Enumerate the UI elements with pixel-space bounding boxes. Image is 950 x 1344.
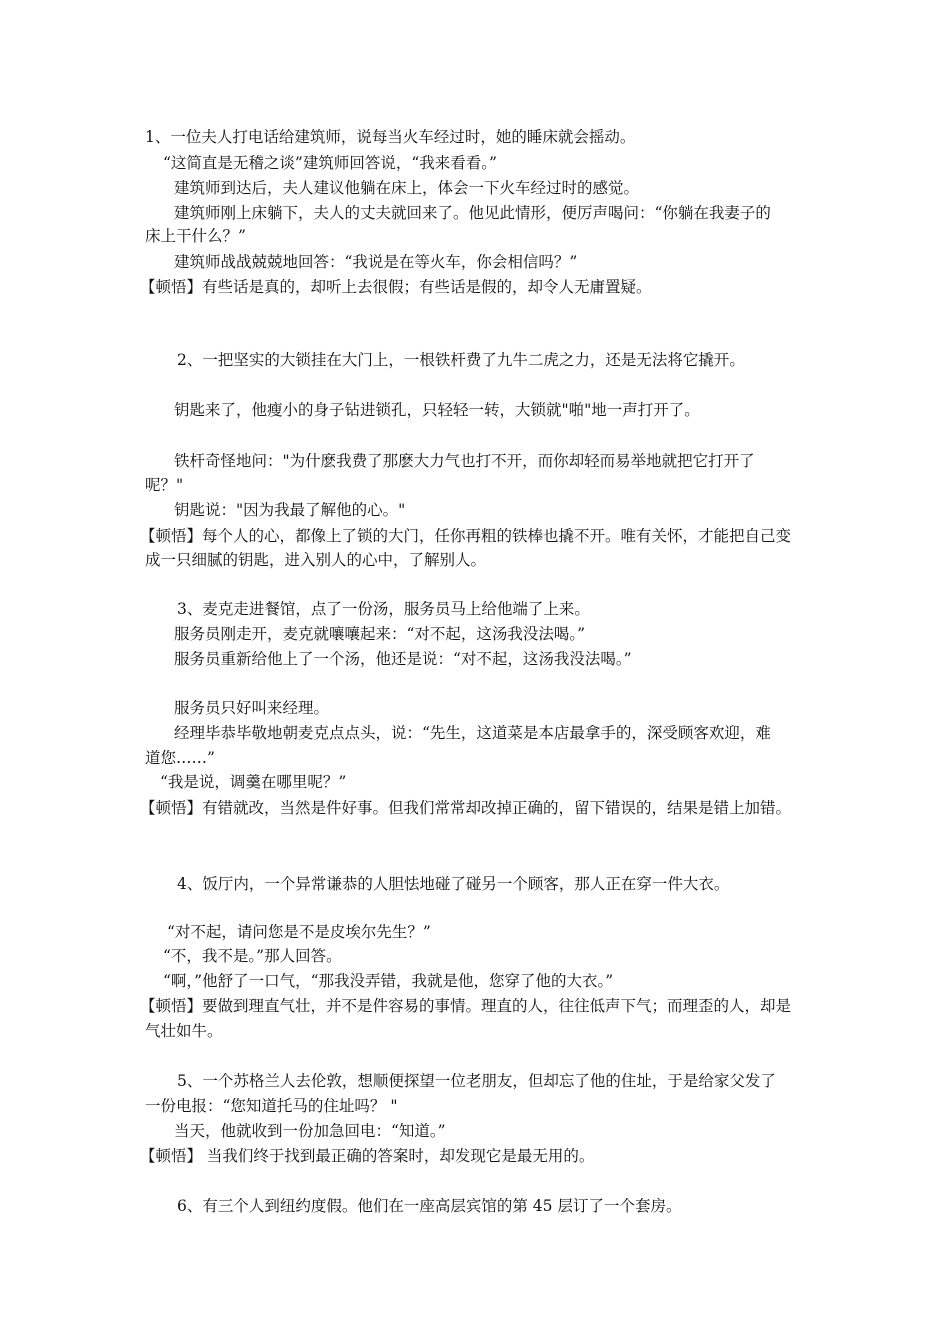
story2-line3a: 铁杆奇怪地问："为什麽我费了那麽大力气也打不开，而你却轻而易举地就把它打开了 (174, 452, 755, 470)
story1-line3: 建筑师到达后，夫人建议他躺在床上，体会一下火车经过时的感觉。 (174, 179, 640, 197)
story1-line5: 建筑师战战兢兢地回答：“我说是在等火车，你会相信吗？” (174, 253, 578, 271)
story3-line4: 服务员只好叫来经理。 (174, 699, 330, 717)
story1-line4a: 建筑师刚上床躺下，夫人的丈夫就回来了。他见此情形，便厉声喝问：“你躺在我妻子的 (174, 204, 771, 222)
story4-line1: 4、饭厅内，一个异常谦恭的人胆怯地碰了碰另一个顾客，那人正在穿一件大衣。 (177, 875, 730, 893)
story3-line5a: 经理毕恭毕敬地朝麦克点点头，说：“先生，这道菜是本店最拿手的，深受顾客欢迎，难 (174, 724, 771, 742)
story3-insight: 【顿悟】有错就改，当然是件好事。但我们常常却改掉正确的，留下错误的，结果是错上加错。 (140, 799, 792, 817)
story4-insight-a: 【顿悟】要做到理直气壮，并不是件容易的事情。理直的人，往往低声下气；而理歪的人，却是 (140, 997, 792, 1015)
story3-line3: 服务员重新给他上了一个汤，他还是说：“对不起，这汤我没法喝。” (174, 650, 632, 668)
story5-line1a: 5、一个苏格兰人去伦敦，想顺便探望一位老朋友，但却忘了他的住址，于是给家父发了 (177, 1072, 776, 1090)
story2-line4: 钥匙说："因为我最了解他的心。" (174, 501, 406, 519)
story1-line2: “这简直是无稽之谈”建筑师回答说，“我来看看。” (163, 154, 497, 172)
story4-line3: “不，我不是。”那人回答。 (163, 947, 342, 965)
story2-insight-a: 【顿悟】每个人的心，都像上了锁的大门，任你再粗的铁棒也撬不开。唯有关怀，才能把自己变 (140, 527, 792, 545)
story4-line2: “对不起，请问您是不是皮埃尔先生？” (167, 923, 431, 941)
story5-insight: 【顿悟】 当我们终于找到最正确的答案时，却发现它是最无用的。 (140, 1147, 595, 1165)
story3-line6: “我是说，调羹在哪里呢？” (160, 773, 347, 791)
story2-insight-b: 成一只细腻的钥匙，进入别人的心中，了解别人。 (145, 551, 487, 569)
story4-line4: “啊，”他舒了一口气，“那我没弄错，我就是他，您穿了他的大衣。” (163, 972, 614, 990)
story5-line2: 当天，他就收到一份加急回电：“知道。” (174, 1122, 446, 1140)
story5-line1b: 一份电报：“您知道托马的住址吗？ " (145, 1097, 398, 1115)
story2-line1: 2、一把坚实的大锁挂在大门上，一根铁杆费了九牛二虎之力，还是无法将它撬开。 (177, 351, 745, 369)
story6-line1: 6、有三个人到纽约度假。他们在一座高层宾馆的第 45 层订了一个套房。 (177, 1197, 682, 1215)
story1-line4b: 床上干什么？” (145, 227, 246, 245)
story3-line1: 3、麦克走进餐馆，点了一份汤，服务员马上给他端了上来。 (177, 600, 590, 618)
story3-line5b: 道您……” (145, 749, 215, 767)
story2-line3b: 呢？" (145, 476, 184, 494)
story2-line2: 钥匙来了，他瘦小的身子钻进锁孔，只轻轻一转，大锁就"啪"地一声打开了。 (174, 401, 700, 419)
story1-line1: 1、一位夫人打电话给建筑师，说每当火车经过时，她的睡床就会摇动。 (145, 128, 636, 146)
story1-insight: 【顿悟】有些话是真的，却听上去很假；有些话是假的，却令人无庸置疑。 (140, 278, 652, 296)
story4-insight-b: 气壮如牛。 (145, 1022, 223, 1040)
story3-line2: 服务员刚走开，麦克就嚷嚷起来：“对不起，这汤我没法喝。” (174, 625, 586, 643)
